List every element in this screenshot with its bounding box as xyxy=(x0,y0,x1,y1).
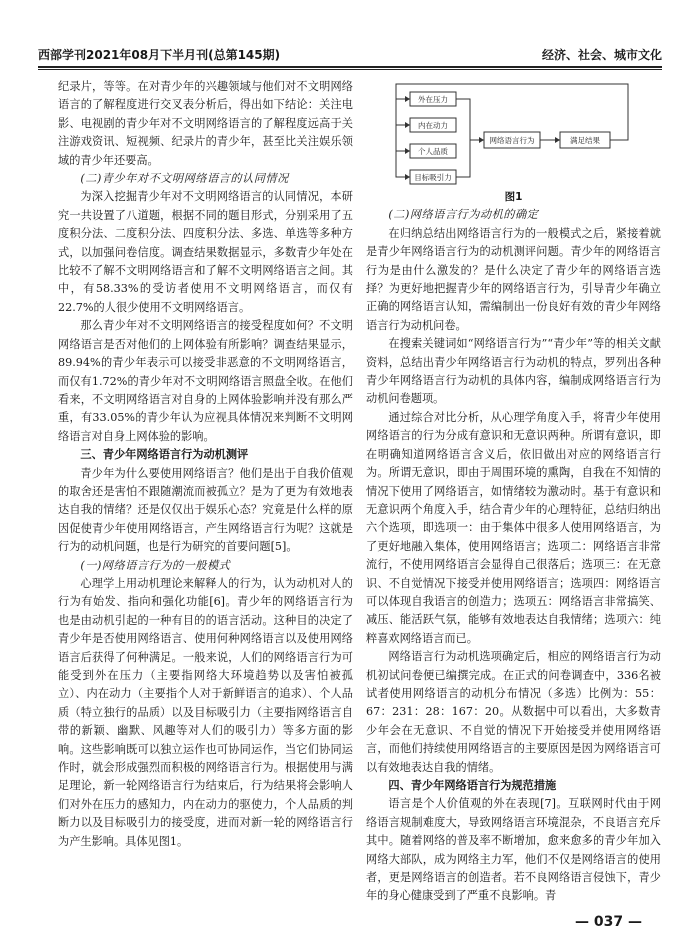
paragraph: 青少年为什么要使用网络语言？他们是出于自我价值观的取舍还是害怕不跟随潮流而被孤立？是为了更为有效地表达自我的情绪？还是仅仅出于娱乐心态？究竟是什么样的原因促使青少年使用网络语言，产生网络语言行为呢？这就是行为的动机问题，也是行为研究的首要问题[5]。 xyxy=(58,466,353,554)
section-heading: 四、青少年网络语言行为规范措施 xyxy=(388,779,557,792)
page-header xyxy=(38,46,662,66)
paragraph: 在搜索关键词如“网络语言行为”“青少年”等的相关文献资料，总结出青少年网络语言行为动机的特点，罗列出各种青少年网络语言行为动机的具体内容，编制成网络语言行为动机问卷题项。 xyxy=(366,337,661,406)
figure-caption: 图1 xyxy=(504,191,523,203)
header-rule-thin xyxy=(38,69,662,70)
journal-title: 西部学刊2021年08月下半月刊(总第145期) xyxy=(38,48,281,62)
paragraph: 心理学上用动机理论来解释人的行为，认为动机对人的行为有始发、指向和强化功能[6]。青少年的网络语言行为也是由动机引起的一种有目的的语言活动。这种目的决定了青少年是否使用网络语言、使用何种网络语言以及使用网络语言后获得了何种满足。一般来说，人们的网络语言行为可能受到外在压力（主要指网络大环境趋势以及害怕被孤立）、内在动力（主要指个人对于新鲜语言的追求）、个人品质（特立独行的品质）以及目标吸引力（主要指网络语言自带的新颖、幽默、风趣等对人们的吸引力）等多方面的影响。这些影响既可以独立运作也可协同运作，当它们协同运作时，就会形成强烈而积极的网络语言行为。根据使用与满足理论，新一轮网络语言行为结束后，行为结果将会影响人们对外在压力的感知力，内在动力的驱使力，个人品质的判断力以及目标吸引力的接受度，进而对新一轮的网络语言行为产生影响。具体见图1。 xyxy=(58,576,353,848)
section-heading: 三、青少年网络语言行为动机测评 xyxy=(80,448,249,462)
motivation-diagram xyxy=(366,80,661,188)
box-external-pressure: 外在压力 xyxy=(418,95,448,104)
subsection-heading: (二)青少年对不文明网络语言的认同情况 xyxy=(80,172,289,186)
figure-1 xyxy=(366,80,661,188)
subsection-heading: (一)网络语言行为的一般模式 xyxy=(80,558,231,572)
section-title: 经济、社会、城市文化 xyxy=(541,48,662,62)
box-language-behavior: 网络语言行为 xyxy=(489,136,535,145)
box-personal-quality: 个人品质 xyxy=(418,147,448,156)
paragraph: 通过综合对比分析，从心理学角度入手，将青少年使用网络语言的行为分成有意识和无意识两种。所谓有意识，即在明确知道网络语言含义后，依旧做出对应的网络语言行为。所谓无意识，即由于周围环境的熏陶，自我在不知情的情况下使用了网络语言，如情绪较为激动时。基于有意识和无意识两个角度入手，结合青少年的心理特征，总结归纳出六个选项，即选项一：由于集体中很多人使用网络语言，为了更好地融入集体，使用网络语言；选项二：网络语言非常流行，不使用网络语言会显得自己很落后；选项三：在无意识、不自觉情况下接受并使用网络语言；选项四：网络语言可以体现自我语言的创造力；选项五：网络语言非常搞笑、减压、能活跃气氛，能够有效地表达自我情绪；选项六：纯粹喜欢网络语言而已。 xyxy=(366,410,661,645)
paragraph: 纪录片，等等。在对青少年的兴趣领域与他们对不文明网络语言的了解程度进行交叉表分析后，得出如下结论：关注电影、电视剧的青少年对不文明网络语言的了解程度远高于关注游戏资讯、短视频、纪录片的青少年，甚至比关注娱乐领域的青少年还要高。 xyxy=(58,80,353,167)
box-goal-attraction: 目标吸引力 xyxy=(414,173,452,182)
box-satisfaction-result: 满足结果 xyxy=(570,136,600,145)
page-number: — 037 — xyxy=(575,914,642,930)
paragraph: 语言是个人价值观的外在表现[7]。互联网时代由于网络语言规制难度大，导致网络语言环境混杂，不良语言充斥其中。随着网络的普及率不断增加，愈来愈多的青少年加入网络大部队，成为网络主力军，他们不仅是网络语言的使用者，更是网络语言的创造者。若不良网络语言侵蚀下，青少年的身心健康受到了严重不良影响。青 xyxy=(366,797,661,903)
subsection-heading: (二)网络语言行为动机的确定 xyxy=(388,208,539,222)
box-internal-drive: 内在动力 xyxy=(418,121,448,130)
right-column xyxy=(366,78,661,906)
paragraph: 为深入挖掘青少年对不文明网络语言的认同情况，本研究一共设置了八道题，根据不同的题目形式，分别采用了五度积分法、二度积分法、四度积分法、多选、单选等多种方式，以加强问卷信度。调查结果数据显示，多数青少年处在比较不了解不文明网络语言和了解不文明网络语言之间。其中，有58.33%的受访者使用不文明网络语言，而仅有22.7%的人很少使用不文明网络语言。 xyxy=(58,190,353,314)
paragraph: 网络语言行为动机选项确定后，相应的网络语言行为动机初试问卷便已编撰完成。在正式的问卷调查中，336名被试者使用网络语言的动机分布情况（多选）比例为：55：67：231：28：167：20。从数据中可以看出，大多数青少年会在无意识、不自觉的情况下开始接受并使用网络语言，而他们持续使用网络语言的主要原因是因为网络语言可以有效地表达自我的情绪。 xyxy=(366,650,661,774)
left-column xyxy=(58,78,353,851)
paragraph: 在归纳总结出网络语言行为的一般模式之后，紧接着就是青少年网络语言行为的动机测评问题。青少年的网络语言行为是由什么激发的？是什么决定了青少年的网络语言选择？为更好地把握青少年的网络语言行为，引导青少年确立正确的网络语言认知，需编制出一份良好有效的青少年网络语言行为动机问卷。 xyxy=(366,226,661,332)
paragraph: 那么青少年对不文明网络语言的接受程度如何？不文明网络语言是否对他们的上网体验有所影响？调查结果显示，89.94%的青少年表示可以接受非恶意的不文明网络语言，而仅有1.72%的青少年对不文明网络语言照盘全收。在他们看来，不文明网络语言对自身的上网体验影响并没有那么严重，有33.05%的青少年认为应视具体情况来判断不文明网络语言对自身上网体验的影响。 xyxy=(58,319,353,443)
header-rule xyxy=(38,66,662,68)
